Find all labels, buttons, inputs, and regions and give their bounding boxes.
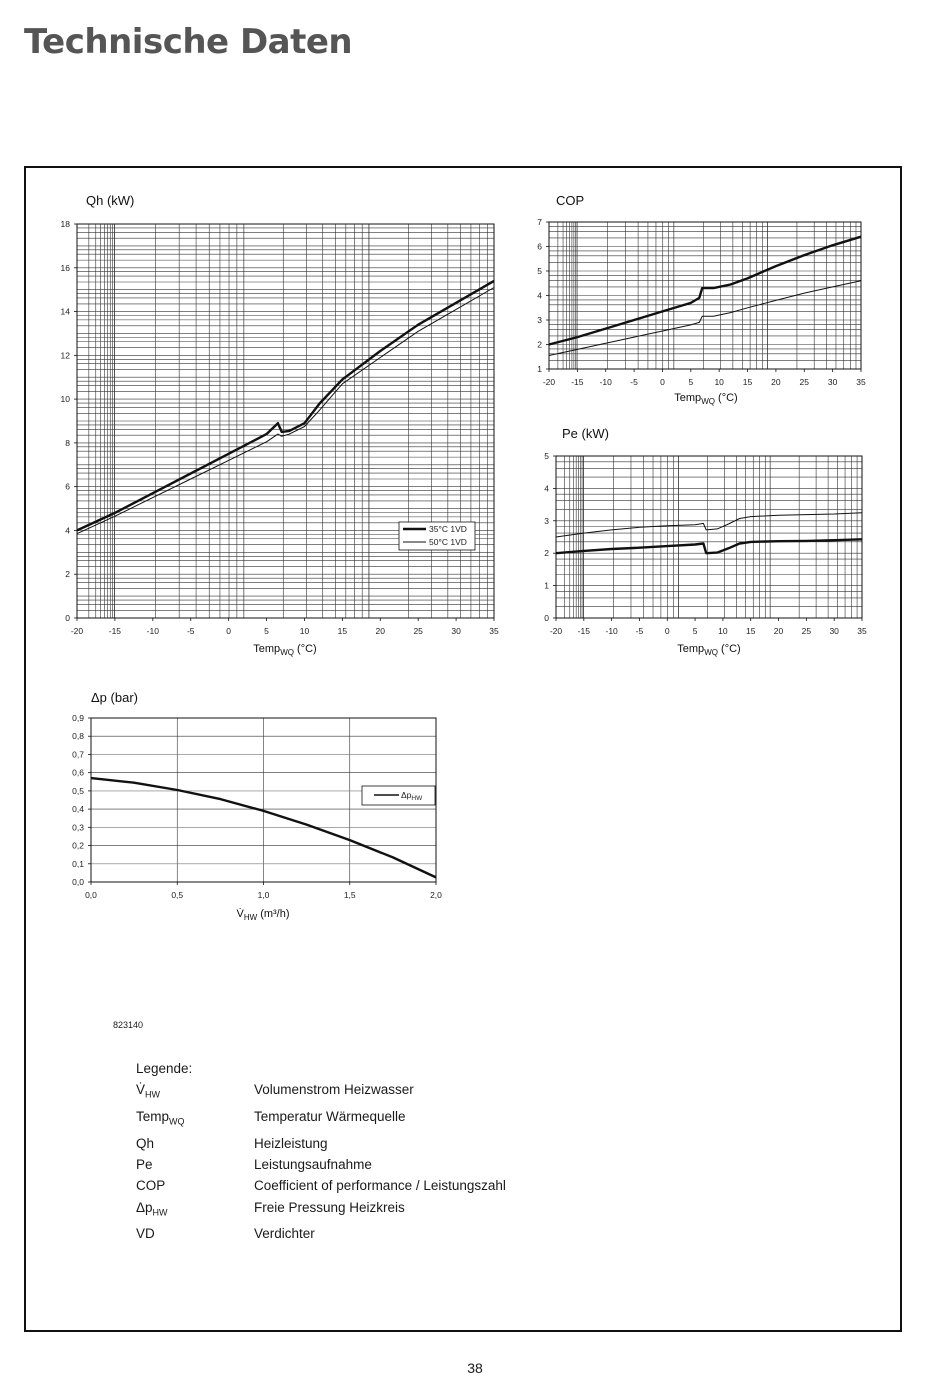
y-tick-label: 1 — [537, 364, 542, 374]
y-tick-label: 4 — [65, 525, 70, 536]
x-tick-label: 30 — [827, 377, 838, 387]
y-tick-label: 0,1 — [72, 858, 84, 869]
y-tick-label: 0,9 — [72, 713, 84, 723]
y-tick-label: 0,0 — [72, 877, 84, 887]
legend-text: Coefficient of performance / Leistungszahl — [254, 1178, 506, 1194]
x-tick-label: -10 — [146, 626, 159, 636]
legend-row — [136, 1223, 506, 1244]
y-tick-label: 0,3 — [72, 822, 84, 833]
y-axis-label: Qh (kW) — [86, 193, 135, 208]
legend-text: Leistungsaufnahme — [254, 1157, 372, 1173]
y-tick-label: 3 — [544, 515, 549, 526]
y-tick-label: 6 — [65, 481, 70, 492]
x-tick-label: -15 — [108, 626, 122, 636]
x-tick-label: 0 — [664, 626, 670, 636]
y-tick-label: 2 — [537, 339, 542, 350]
x-tick-label: 2,0 — [430, 890, 442, 900]
x-tick-label: 30 — [451, 626, 461, 636]
x-tick-label: 25 — [799, 377, 810, 387]
x-tick-label: -5 — [186, 626, 195, 636]
x-tick-label: 25 — [801, 626, 812, 636]
y-tick-label: 18 — [60, 219, 70, 229]
chart-pe — [544, 426, 867, 657]
x-tick-label: 20 — [773, 626, 784, 636]
y-tick-label: 8 — [65, 437, 70, 448]
legend-text: Temperatur Wärmequelle — [254, 1109, 406, 1125]
x-tick-label: 15 — [337, 626, 348, 636]
y-tick-label: 0,8 — [72, 731, 84, 742]
legend-abbr: $V̇_{HW}$ — [136, 1082, 161, 1100]
y-tick-label: 7 — [537, 217, 542, 227]
y-tick-label: 0,5 — [72, 785, 84, 796]
x-tick-label: 30 — [829, 626, 839, 636]
x-tick-label: 10 — [299, 626, 310, 636]
legend-abbr: $\Delta p_{HW}$ — [136, 1199, 168, 1218]
page-title: Technische Daten — [24, 22, 353, 62]
y-tick-label: 4 — [544, 483, 549, 494]
y-tick-label: 0,4 — [72, 804, 84, 815]
legend-row — [136, 1154, 506, 1175]
legend-text: Verdichter — [254, 1226, 315, 1242]
page-number: 38 — [467, 1360, 483, 1376]
legend-row — [136, 1106, 506, 1133]
legend-text: Heizleistung — [254, 1135, 328, 1151]
x-tick-label: -20 — [542, 377, 556, 387]
x-axis-label: Temp$_{WQ}$ (°C) — [253, 643, 317, 657]
x-tick-label: 5 — [264, 626, 269, 636]
x-tick-label: -15 — [577, 626, 590, 636]
x-tick-label: -15 — [571, 377, 584, 387]
x-tick-label: 20 — [375, 626, 386, 636]
x-tick-label: 10 — [714, 377, 724, 387]
y-tick-label: 3 — [537, 315, 542, 325]
legend-abbr: VD — [136, 1226, 155, 1242]
y-tick-label: 12 — [60, 350, 70, 361]
y-axis-label: Δp (bar) — [91, 690, 138, 705]
x-tick-label: 15 — [742, 377, 753, 387]
y-axis-label: Pe (kW) — [562, 426, 609, 441]
x-tick-label: -5 — [630, 377, 638, 387]
legend-entry: 35°C 1VD — [429, 524, 467, 534]
x-tick-label: 35 — [857, 626, 867, 636]
legend-text: Volumenstrom Heizwasser — [254, 1082, 414, 1098]
y-axis-label: COP — [556, 193, 585, 208]
x-tick-label: 0 — [660, 377, 665, 387]
chart-dp — [72, 690, 442, 922]
legend-abbr: Pe — [136, 1157, 153, 1173]
y-tick-label: 1 — [544, 580, 549, 591]
x-axis-label: Temp$_{WQ}$ (°C) — [674, 392, 738, 406]
legend-entry: 50°C 1VD — [429, 537, 467, 547]
y-tick-label: 2 — [544, 548, 549, 559]
y-tick-label: 0,2 — [72, 840, 84, 851]
x-tick-label: 1,0 — [257, 890, 270, 900]
x-tick-label: 35 — [856, 377, 866, 387]
y-tick-label: 6 — [537, 241, 542, 252]
y-tick-label: 4 — [537, 290, 542, 301]
x-tick-label: 0,5 — [171, 890, 184, 900]
x-axis-label: $V̇_{HW}$ (m³/h) — [236, 908, 290, 922]
chart-qh — [61, 193, 499, 657]
legend-row — [136, 1079, 506, 1106]
y-tick-label: 5 — [544, 451, 549, 461]
x-tick-label: -5 — [635, 626, 644, 636]
x-tick-label: 15 — [745, 626, 756, 636]
x-tick-label: -20 — [70, 626, 84, 636]
legend-box — [136, 1058, 506, 1245]
legend-abbr: Qh — [136, 1135, 155, 1151]
legend-title: Legende: — [136, 1061, 193, 1076]
legend-abbr: Temp$_{WQ}$ — [136, 1109, 185, 1127]
x-tick-label: -20 — [549, 626, 563, 636]
x-tick-label: 35 — [489, 626, 499, 636]
x-tick-label: -10 — [599, 377, 612, 387]
chart-cop — [537, 193, 866, 406]
y-tick-label: 0,6 — [72, 767, 84, 778]
legend-row — [136, 1133, 506, 1154]
x-tick-label: 0,0 — [85, 890, 97, 900]
figure-code: 823140 — [113, 1020, 144, 1030]
x-tick-label: 5 — [692, 626, 698, 636]
y-tick-label: 5 — [537, 266, 542, 276]
legend-entry: $\Delta p_{HW}$ — [401, 790, 423, 802]
x-tick-label: 10 — [718, 626, 728, 636]
x-axis-label: Temp$_{WQ}$ (°C) — [677, 643, 741, 657]
y-tick-label: 16 — [60, 262, 70, 273]
legend-text: Freie Pressung Heizkreis — [254, 1199, 405, 1215]
x-tick-label: 1,5 — [343, 890, 356, 900]
y-tick-label: 0 — [65, 613, 70, 623]
y-tick-label: 10 — [60, 394, 70, 405]
x-tick-label: 0 — [226, 626, 232, 636]
legend-list — [136, 1079, 506, 1244]
x-tick-label: 5 — [688, 377, 694, 387]
x-tick-label: 20 — [771, 377, 781, 387]
y-tick-label: 0,7 — [72, 749, 84, 760]
x-tick-label: 25 — [413, 626, 423, 636]
y-tick-label: 2 — [65, 569, 70, 580]
x-tick-label: -10 — [605, 626, 618, 636]
legend-row — [136, 1175, 506, 1196]
y-tick-label: 0 — [544, 613, 549, 623]
y-tick-label: 14 — [60, 306, 70, 317]
legend-row — [136, 1197, 506, 1224]
legend-abbr: COP — [136, 1178, 166, 1194]
